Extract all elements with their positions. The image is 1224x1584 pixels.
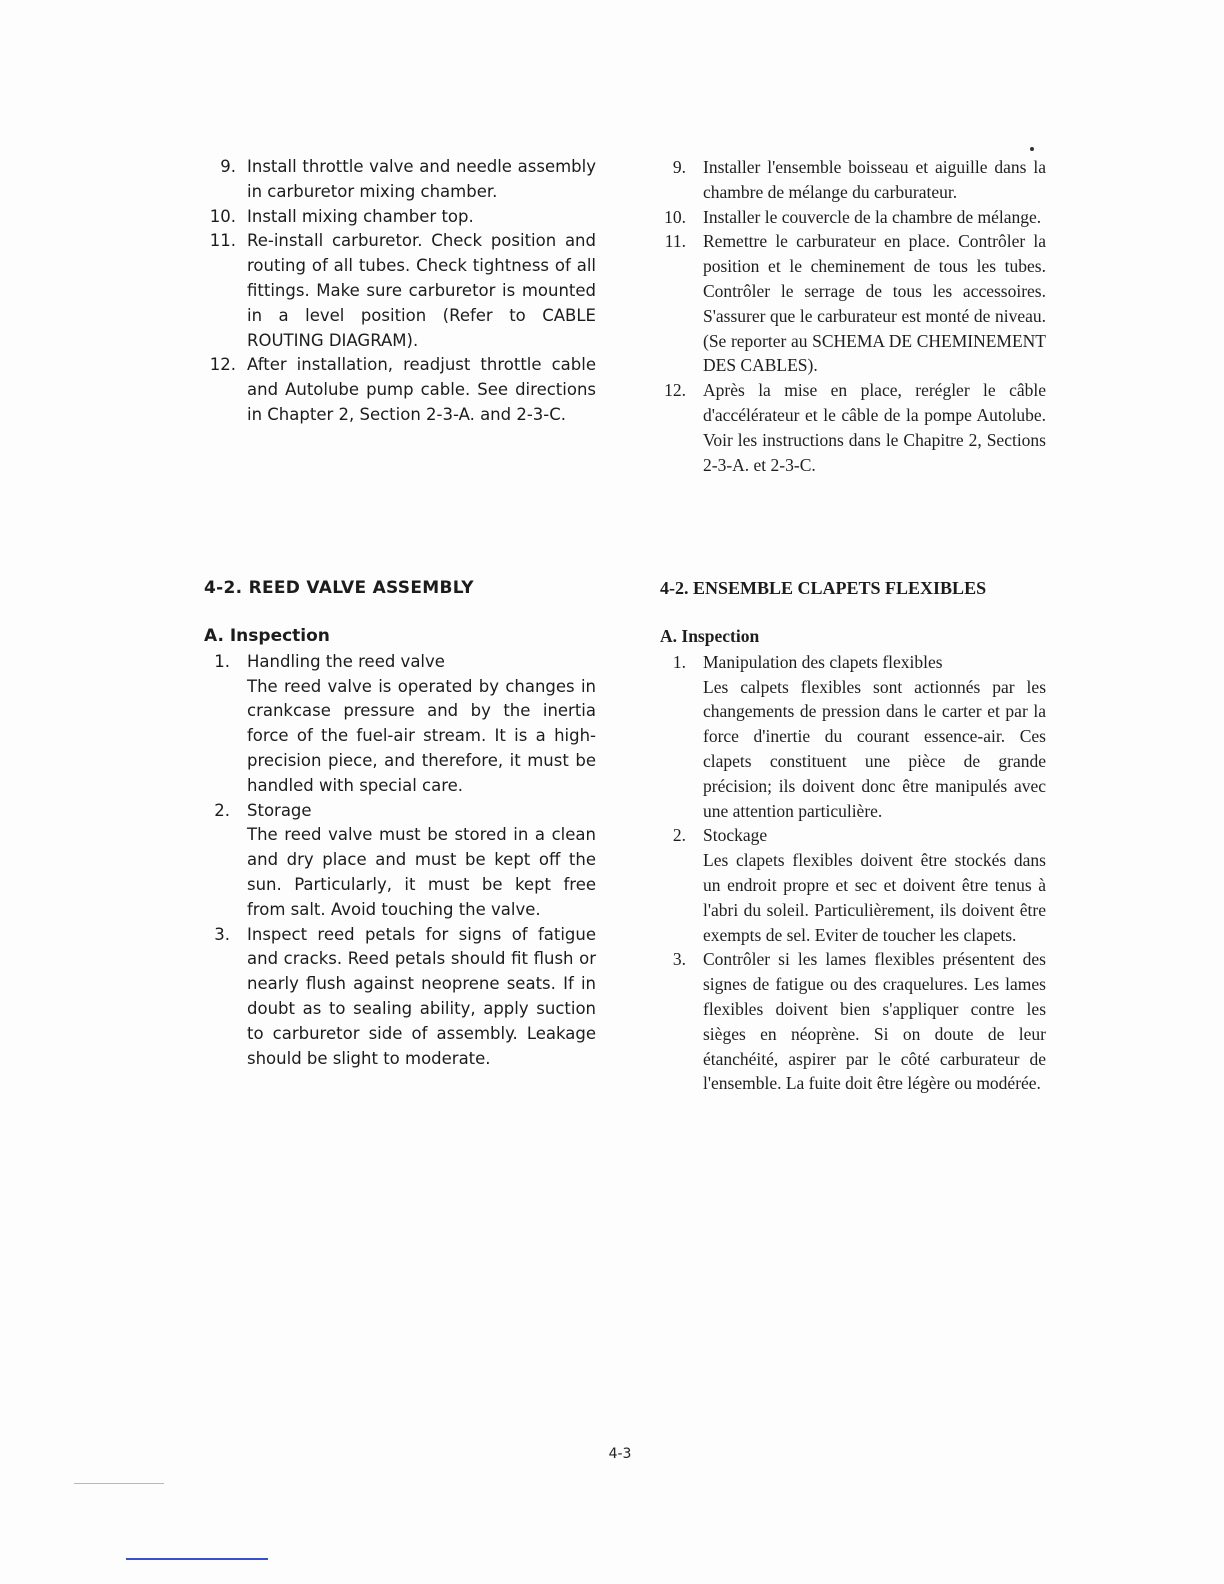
step-item-en-10: [204, 205, 596, 230]
step-text: After installation, readjust throttle cable and Autolube pump cable. See directions in Chapter 2, Section 2-3-A. and 2-3-C.: [247, 355, 596, 424]
item-text: Les calpets flexibles sont actionnés par les changements de pression dans le carter et par la force d'inertie du courant essence-air. Ces clapets constituent une pièce de grande précision; ils doivent donc être manipulés avec une attention particulière.: [703, 676, 1046, 821]
inspection-item-en-2: [204, 799, 596, 923]
step-text: Install mixing chamber top.: [247, 206, 474, 226]
step-text: Installer le couvercle de la chambre de mélange.: [703, 206, 1042, 227]
step-text: Remettre le carburateur en place. Contrôler la position et le cheminement de tous les tubes. Contrôler le serrage de tous les accessoires. S'assurer que le carburateur est monté de niveau. (Se reporter au SCHEMA DE CHEMINEMENT DES CABLES).: [703, 231, 1046, 376]
step-item-en-9: [204, 155, 596, 205]
item-heading: Stockage: [703, 825, 768, 846]
item-heading: Manipulation des clapets flexibles: [703, 651, 943, 672]
item-text: The reed valve must be stored in a clean and dry place and must be kept off the sun. Particularly, it must be kept free from salt. Avoid touching the valve.: [247, 825, 596, 919]
step-item-en-12: [204, 353, 596, 427]
inspection-item-fr-3: [660, 947, 1046, 1096]
step-item-en-11: [204, 229, 596, 353]
step-number: 10.: [664, 206, 686, 227]
english-inspection: [204, 624, 596, 1071]
item-number: 2.: [672, 825, 686, 846]
inspection-item-en-3: [204, 923, 596, 1072]
item-number: 3.: [214, 924, 230, 944]
subsection-heading: A. Inspection: [660, 626, 760, 646]
item-number: 1.: [214, 651, 230, 671]
step-number: 9.: [672, 157, 686, 177]
item-text: Les clapets flexibles doivent être stockés dans un endroit propre et sec et doivent être tenus à l'abri du soleil. Particulièrement, ils doivent être exempts de sel. Eviter de toucher les clapets.: [703, 850, 1046, 945]
step-text: Installer l'ensemble boisseau et aiguille dans la chambre de mélange du carburateur.: [703, 157, 1046, 202]
english-steps: [204, 155, 596, 428]
footer-rule: [74, 1483, 164, 1484]
step-number: 10.: [209, 206, 236, 226]
inspection-item-en-1: [204, 650, 596, 799]
item-number: 1.: [672, 651, 686, 672]
bottom-blue-rule: [126, 1558, 268, 1560]
item-heading: Storage: [247, 800, 312, 820]
step-item-fr-12: [660, 378, 1046, 477]
item-text: Contrôler si les lames flexibles présentent des signes de fatigue ou des craquelures. Les lames flexibles doivent bien s'appliquer contre les sièges en néoprène. Si on doute de leur étanchéité, aspirer par le côté carburateur de l'ensemble. La fuite doit être légère ou modérée.: [703, 949, 1046, 1094]
section-title-en: 4-2. REED VALVE ASSEMBLY: [204, 578, 474, 598]
inspection-item-fr-1: [660, 650, 1046, 824]
step-number: 11.: [209, 231, 236, 251]
section-title-fr: 4-2. ENSEMBLE CLAPETS FLEXIBLES: [660, 578, 987, 598]
item-number: 2.: [214, 800, 230, 820]
step-number: 12.: [209, 355, 236, 375]
french-steps: [660, 155, 1046, 477]
step-item-fr-10: [660, 205, 1046, 230]
inspection-item-fr-2: [660, 823, 1046, 947]
step-number: 9.: [220, 157, 236, 176]
step-item-fr-9: [660, 155, 1046, 205]
subsection-heading: A. Inspection: [204, 626, 330, 646]
step-text: Re-install carburetor. Check position and routing of all tubes. Check tightness of all fittings. Make sure carburetor is mounted in a level position (Refer to CABLE ROUTING DIAGRAM).: [247, 231, 596, 350]
step-item-fr-11: [660, 229, 1046, 378]
item-heading: Handling the reed valve: [247, 651, 445, 671]
item-number: 3.: [672, 949, 686, 970]
print-dot: [1030, 147, 1034, 151]
step-text: Après la mise en place, rerégler le câble d'accélérateur et le câble de la pompe Autolube. Voir les instructions dans le Chapitre 2, Sections 2-3-A. et 2-3-C.: [703, 380, 1046, 475]
item-text: Inspect reed petals for signs of fatigue and cracks. Reed petals should fit flush or nearly flush against neoprene seats. If in doubt as to sealing ability, apply suction to carburetor side of assembly. Leakage should be slight to moderate.: [247, 924, 596, 1068]
french-inspection: [660, 624, 1046, 1096]
item-text: The reed valve is operated by changes in crankcase pressure and by the inertia force of the fuel-air stream. It is a high-precision piece, and therefore, it must be handled with special care.: [247, 676, 596, 795]
step-number: 11.: [664, 231, 686, 252]
step-number: 12.: [664, 380, 686, 401]
step-text: Install throttle valve and needle assembly in carburetor mixing chamber.: [247, 157, 596, 201]
page-number: 4-3: [608, 1446, 632, 1462]
